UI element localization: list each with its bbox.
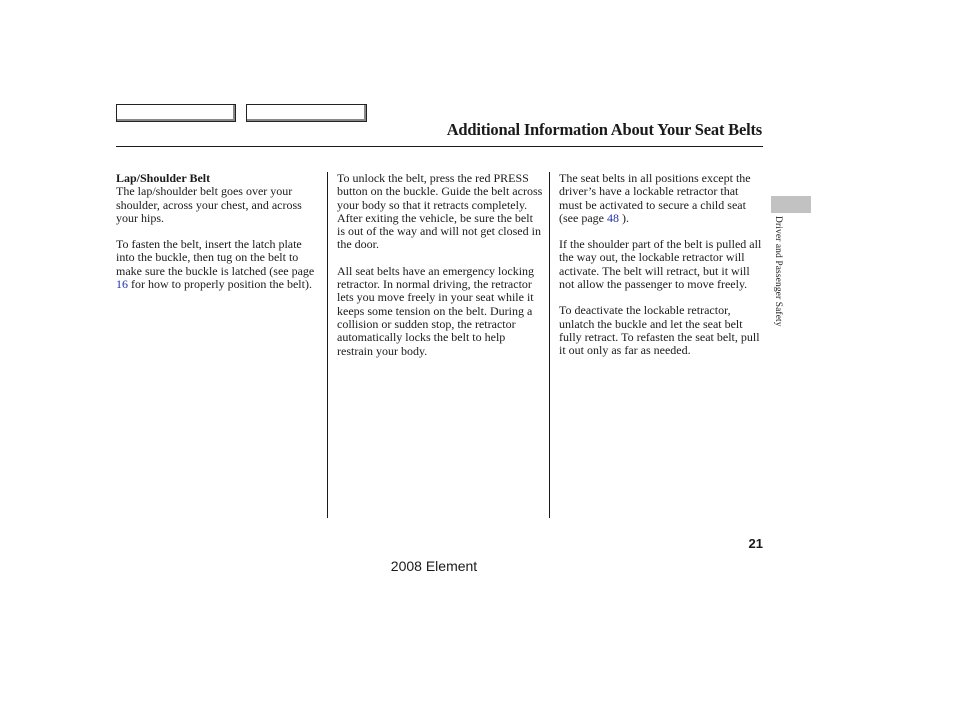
column-divider — [327, 172, 328, 518]
footer-model: 2008 Element — [390, 558, 478, 574]
section-side-label: Driver and Passenger Safety — [773, 216, 783, 327]
paragraph — [116, 238, 321, 291]
paragraph-text: The seat belts in all positions except the driver’s have a lockable retractor that must be activated to secure a child seat (see page — [559, 171, 751, 225]
page-number: 21 — [748, 536, 763, 551]
paragraph: All seat belts have an emergency locking retractor. In normal driving, the retractor lets you move freely in your seat while it keeps some tension on the belt. During a collision or sudden stop, the retractor automatically locks the belt to help restrain your body. — [337, 263, 535, 358]
paragraph-text: for how to properly position the belt). — [128, 277, 312, 292]
paragraph: To unlock the belt, press the red PRESS button on the buckle. Guide the belt across your body so that it retracts completely. After exiting the vehicle, be sure the belt is out of the way and will not get closed in the door. — [337, 171, 543, 252]
paragraph-text: ). — [618, 210, 629, 225]
paragraph: The lap/shoulder belt goes over your shoulder, across your chest, and across your hips. — [116, 184, 302, 225]
title-rule — [116, 146, 763, 147]
column-2 — [337, 172, 543, 371]
column-3 — [559, 172, 762, 371]
page-title: Additional Information About Your Seat Belts — [446, 120, 762, 139]
paragraph — [559, 172, 762, 225]
page-link[interactable]: 48 — [606, 210, 619, 225]
next-page-button[interactable] — [246, 104, 367, 122]
previous-page-button[interactable] — [116, 104, 236, 122]
section-heading: Lap/Shoulder Belt — [116, 171, 211, 185]
page-link[interactable]: 16 — [116, 277, 128, 292]
column-divider — [549, 172, 550, 518]
section-tab-marker — [771, 196, 811, 213]
paragraph: If the shoulder part of the belt is pulled all the way out, the lockable retractor will activate. The belt will retract, but it will not allow the passenger to move freely. — [559, 237, 762, 292]
column-1 — [116, 172, 321, 304]
paragraph: To deactivate the lockable retractor, unlatch the buckle and let the seat belt fully retract. To refasten the seat belt, pull it out only as far as needed. — [559, 303, 760, 358]
paragraph-text: To fasten the belt, insert the latch plate into the buckle, then tug on the belt to make sure the buckle is latched (see page — [116, 237, 315, 278]
